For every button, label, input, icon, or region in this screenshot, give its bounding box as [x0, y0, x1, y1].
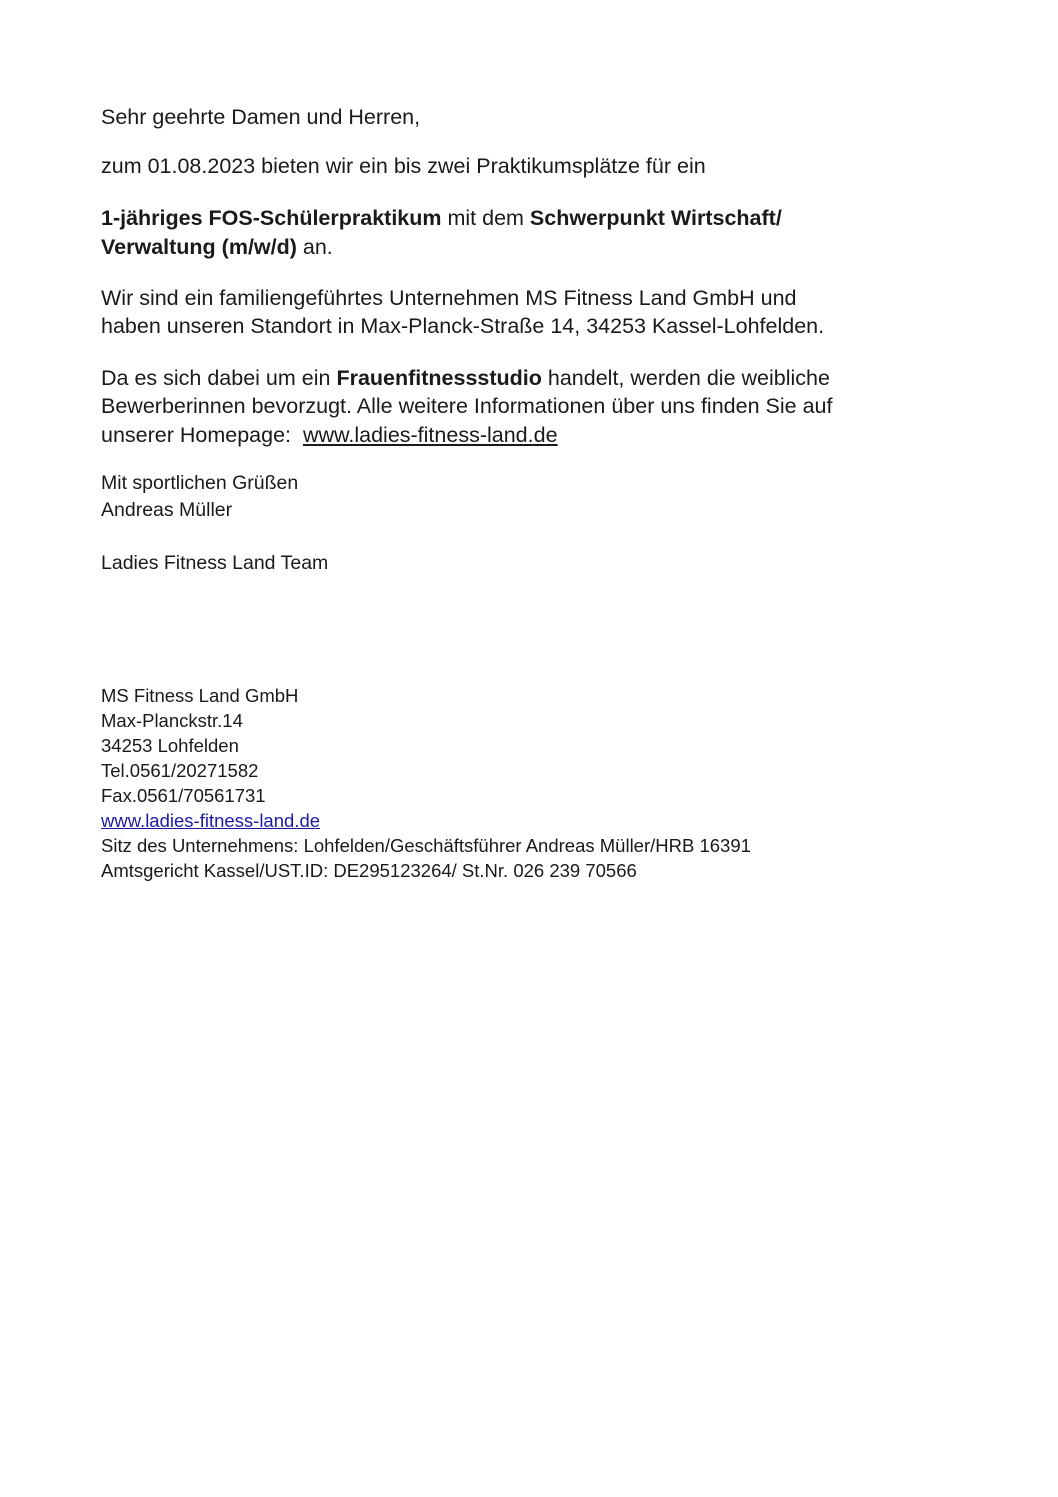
offer-connector: mit dem	[441, 206, 530, 230]
studio-post: handelt, werden die weibliche	[541, 366, 830, 390]
footer-city: 34253 Lohfelden	[101, 735, 239, 756]
company-line-1: Wir sind ein familiengeführtes Unternehmen MS Fitness Land GmbH und	[101, 286, 797, 310]
footer-registry-2: Amtsgericht Kassel/UST.ID: DE295123264/ St.Nr. 026 239 70566	[101, 860, 637, 881]
signer-name: Andreas Müller	[101, 499, 233, 521]
footer-company: MS Fitness Land GmbH	[101, 685, 299, 706]
footer-website-link[interactable]: www.ladies-fitness-land.de	[101, 810, 321, 831]
footer-street: Max-Planckstr.14	[101, 710, 243, 731]
studio-line-1	[101, 364, 830, 392]
footer-fax: Fax.0561/70561731	[101, 785, 266, 806]
footer-registry-1: Sitz des Unternehmens: Lohfelden/Geschäftsführer Andreas Müller/HRB 16391	[101, 835, 751, 856]
offer-line-1	[101, 204, 782, 232]
studio-pre: Da es sich dabei um ein	[101, 366, 337, 390]
studio-line-3	[101, 421, 558, 449]
footer-phone: Tel.0561/20271582	[101, 760, 259, 781]
closing: Mit sportlichen Grüßen	[101, 472, 299, 494]
intro-line: zum 01.08.2023 bieten wir ein bis zwei Praktikumsplätze für ein	[101, 154, 706, 178]
greeting: Sehr geehrte Damen und Herren,	[101, 105, 421, 129]
company-line-2: haben unseren Standort in Max-Planck-Straße 14, 34253 Kassel-Lohfelden.	[101, 314, 825, 338]
studio-line-2: Bewerberinnen bevorzugt. Alle weitere Informationen über uns finden Sie auf	[101, 394, 833, 418]
offer-line-2	[101, 233, 333, 261]
team-name: Ladies Fitness Land Team	[101, 552, 329, 574]
offer-focus-part1: Schwerpunkt Wirtschaft/	[529, 206, 782, 230]
offer-internship-type: 1-jähriges FOS-Schülerpraktikum	[101, 206, 442, 230]
studio-type: Frauenfitnessstudio	[336, 366, 542, 390]
homepage-label: unserer Homepage:	[101, 423, 303, 447]
offer-focus-part2: Verwaltung (m/w/d)	[101, 235, 297, 259]
offer-end: an.	[296, 235, 333, 259]
homepage-link[interactable]: www.ladies-fitness-land.de	[302, 423, 558, 447]
